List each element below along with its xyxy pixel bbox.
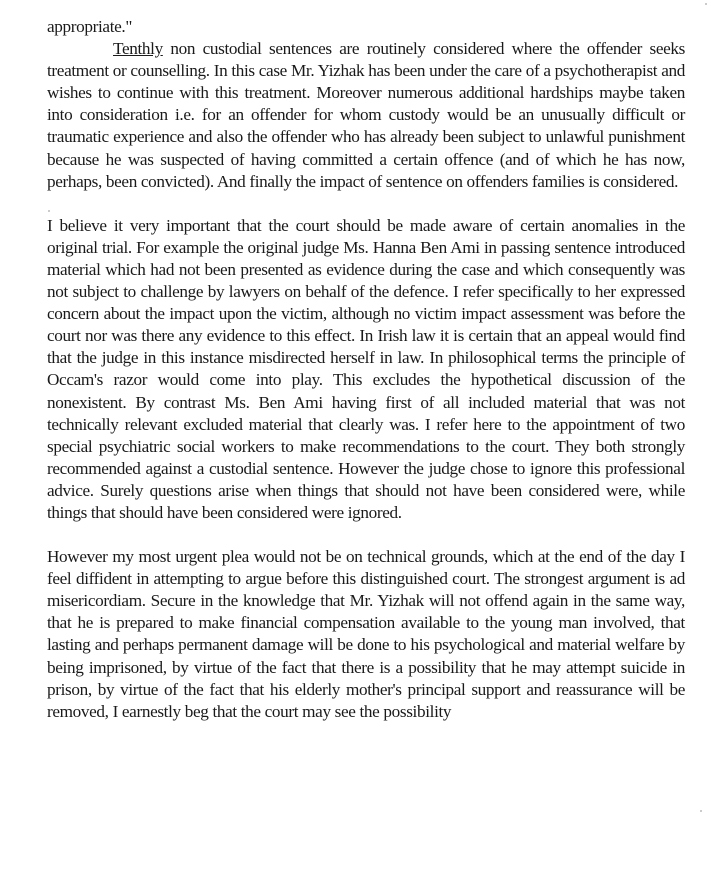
scan-speck [48,210,50,212]
underlined-lead-word: Tenthly [113,39,163,59]
paragraph-tenthly [47,38,685,193]
paragraph-spacer [47,524,685,546]
scan-speck [700,810,702,812]
paragraph-anomalies: I believe it very important that the court should be made aware of certain anomalies in the original trial. For example the original judge Ms. Hanna Ben Ami in passing sentence introduced material which had not been presented as evidence during the case and which consequently was not subject to challenge by lawyers on behalf of the defence. I refer specifically to her expressed concern about the impact upon the victim, although no victim impact assessment was before the court nor was there any evidence to this effect. In Irish law it is certain that an appeal would find that the judge in this instance misdirected herself in law. In philosophical terms the principle of Occam's razor would come into play. This excludes the hypothetical discussion of the nonexistent. By contrast Ms. Ben Ami having first of all included material that was not technically relevant excluded material that clearly was. I refer here to the appointment of two special psychiatric social workers to make recommendations to the court. They both strongly recommended against a custodial sentence. However the judge chose to ignore this professional advice. Surely questions arise when things that should not have been considered were, while things that should have been considered were ignored. [47,215,685,522]
paragraph-text: non custodial sentences are routinely considered where the offender seeks treatment or counselling. In this case Mr. Yizhak has been under the care of a psychotherapist and wishes to continue with this treatment. Moreover numerous additional hardships maybe taken into consideration i.e. for an offender for whom custody would be an unusually difficult or traumatic experience and also the offender who has already been subject to unlawful punishment because he was suspected of having committed a certain offence (and of which he has now, perhaps, been convicted). And finally the impact of sentence on offenders families is considered. [47,39,685,191]
opening-fragment [47,16,685,38]
paragraph-spacer [47,193,685,215]
paragraph-plea: However my most urgent plea would not be on technical grounds, which at the end of the day I feel diffident in attempting to argue before this distinguished court. The strongest argument is ad misericordiam. Secure in the knowledge that Mr. Yizhak will not offend again in the same way, that he is prepared to make financial compensation available to the young man involved, that lasting and perhaps permanent damage will be done to his psychological and material welfare by being imprisoned, by virtue of the fact that there is a possibility that he may attempt suicide in prison, by virtue of the fact that his elderly mother's principal support and reassurance will be removed, I earnestly beg that the court may see the possibility [47,547,685,721]
scanned-document-page [47,16,685,723]
quote-closing-text: appropriate." [47,17,133,36]
scan-speck [705,3,707,5]
